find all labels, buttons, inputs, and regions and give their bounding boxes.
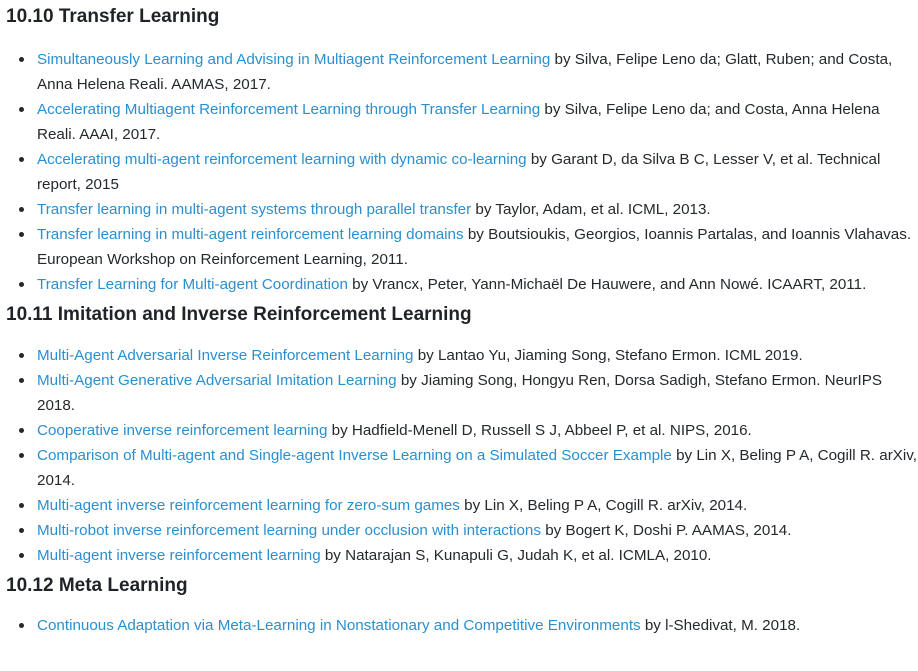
- section-meta-learning: [6, 568, 918, 638]
- reference-link[interactable]: Transfer Learning for Multi-agent Coordination: [37, 276, 348, 293]
- reference-item: [37, 147, 918, 197]
- section-heading: 10.10 Transfer Learning: [6, 6, 220, 27]
- reference-citation: by l-Shedivat, M. 2018.: [640, 617, 801, 634]
- reference-item: [37, 368, 918, 418]
- reference-citation: by Lantao Yu, Jiaming Song, Stefano Ermon. ICML 2019.: [413, 347, 803, 364]
- reference-link[interactable]: Multi-agent inverse reinforcement learning for zero-sum games: [37, 497, 460, 514]
- section-imitation-inverse-rl: [6, 297, 918, 568]
- reference-link[interactable]: Simultaneously Learning and Advising in Multiagent Reinforcement Learning: [37, 51, 551, 68]
- reference-item: [37, 443, 918, 493]
- reference-citation: by Natarajan S, Kunapuli G, Judah K, et al. ICMLA, 2010.: [320, 547, 712, 564]
- reference-citation: by Hadfield-Menell D, Russell S J, Abbeel P, et al. NIPS, 2016.: [327, 422, 752, 439]
- reference-item: [37, 493, 918, 518]
- bullet-icon: [19, 57, 24, 62]
- bullet-icon: [19, 528, 24, 533]
- reference-item: [37, 518, 918, 543]
- reference-link[interactable]: Accelerating multi-agent reinforcement learning with dynamic co-learning: [37, 151, 527, 168]
- reference-citation: by Lin X, Beling P A, Cogill R. arXiv, 2014.: [459, 497, 748, 514]
- bullet-icon: [19, 623, 24, 628]
- reference-link[interactable]: Comparison of Multi-agent and Single-agent Inverse Learning on a Simulated Soccer Example: [37, 447, 672, 464]
- reference-item: [37, 613, 918, 638]
- reference-citation: by Silva, Felipe Leno da; and Costa, Anna Helena Reali. AAAI, 2017.: [37, 101, 880, 143]
- reference-link[interactable]: Multi-Agent Adversarial Inverse Reinforcement Learning: [37, 347, 414, 364]
- bullet-icon: [19, 157, 24, 162]
- bullet-icon: [19, 553, 24, 558]
- reference-link[interactable]: Cooperative inverse reinforcement learning: [37, 422, 328, 439]
- bullet-icon: [19, 232, 24, 237]
- reference-item: [37, 47, 918, 97]
- bullet-icon: [19, 353, 24, 358]
- reference-item: [37, 97, 918, 147]
- reference-item: [37, 222, 918, 272]
- section-heading: 10.11 Imitation and Inverse Reinforcement Learning: [6, 304, 472, 325]
- reference-list: [6, 343, 918, 568]
- reference-citation: by Taylor, Adam, et al. ICML, 2013.: [471, 201, 711, 218]
- reference-link[interactable]: Multi-agent inverse reinforcement learning: [37, 547, 321, 564]
- bullet-icon: [19, 107, 24, 112]
- bullet-icon: [19, 428, 24, 433]
- section-transfer-learning: [6, 0, 918, 297]
- reference-citation: by Bogert K, Doshi P. AAMAS, 2014.: [540, 522, 792, 539]
- reference-link[interactable]: Continuous Adaptation via Meta-Learning in Nonstationary and Competitive Environments: [37, 617, 641, 634]
- reference-citation: by Lin X, Beling P A, Cogill R. arXiv, 2014.: [37, 447, 917, 489]
- reference-link[interactable]: Transfer learning in multi-agent systems through parallel transfer: [37, 201, 472, 218]
- reference-item: [37, 418, 918, 443]
- bullet-icon: [19, 453, 24, 458]
- reference-list: [6, 613, 918, 638]
- reference-item: [37, 343, 918, 368]
- reference-list: [6, 47, 918, 297]
- bullet-icon: [19, 207, 24, 212]
- bullet-icon: [19, 282, 24, 287]
- section-heading: 10.12 Meta Learning: [6, 575, 188, 596]
- reference-citation: by Boutsioukis, Georgios, Ioannis Partalas, and Ioannis Vlahavas. European Workshop on Reinforcement Learning, 2011.: [37, 226, 912, 268]
- reference-link[interactable]: Accelerating Multiagent Reinforcement Learning through Transfer Learning: [37, 101, 541, 118]
- bullet-icon: [19, 503, 24, 508]
- reference-citation: by Silva, Felipe Leno da; Glatt, Ruben; and Costa, Anna Helena Reali. AAMAS, 2017.: [37, 51, 893, 93]
- reference-citation: by Jiaming Song, Hongyu Ren, Dorsa Sadigh, Stefano Ermon. NeurIPS 2018.: [37, 372, 883, 414]
- bullet-icon: [19, 378, 24, 383]
- reference-link[interactable]: Transfer learning in multi-agent reinforcement learning domains: [37, 226, 464, 243]
- reference-item: [37, 197, 918, 222]
- reference-citation: by Vrancx, Peter, Yann-Michaël De Hauwere, and Ann Nowé. ICAART, 2011.: [347, 276, 867, 293]
- reference-link[interactable]: Multi-Agent Generative Adversarial Imitation Learning: [37, 372, 397, 389]
- reference-link[interactable]: Multi-robot inverse reinforcement learning under occlusion with interactions: [37, 522, 541, 539]
- reference-citation: by Garant D, da Silva B C, Lesser V, et al. Technical report, 2015: [37, 151, 881, 193]
- reference-item: [37, 543, 918, 568]
- reference-item: [37, 272, 918, 297]
